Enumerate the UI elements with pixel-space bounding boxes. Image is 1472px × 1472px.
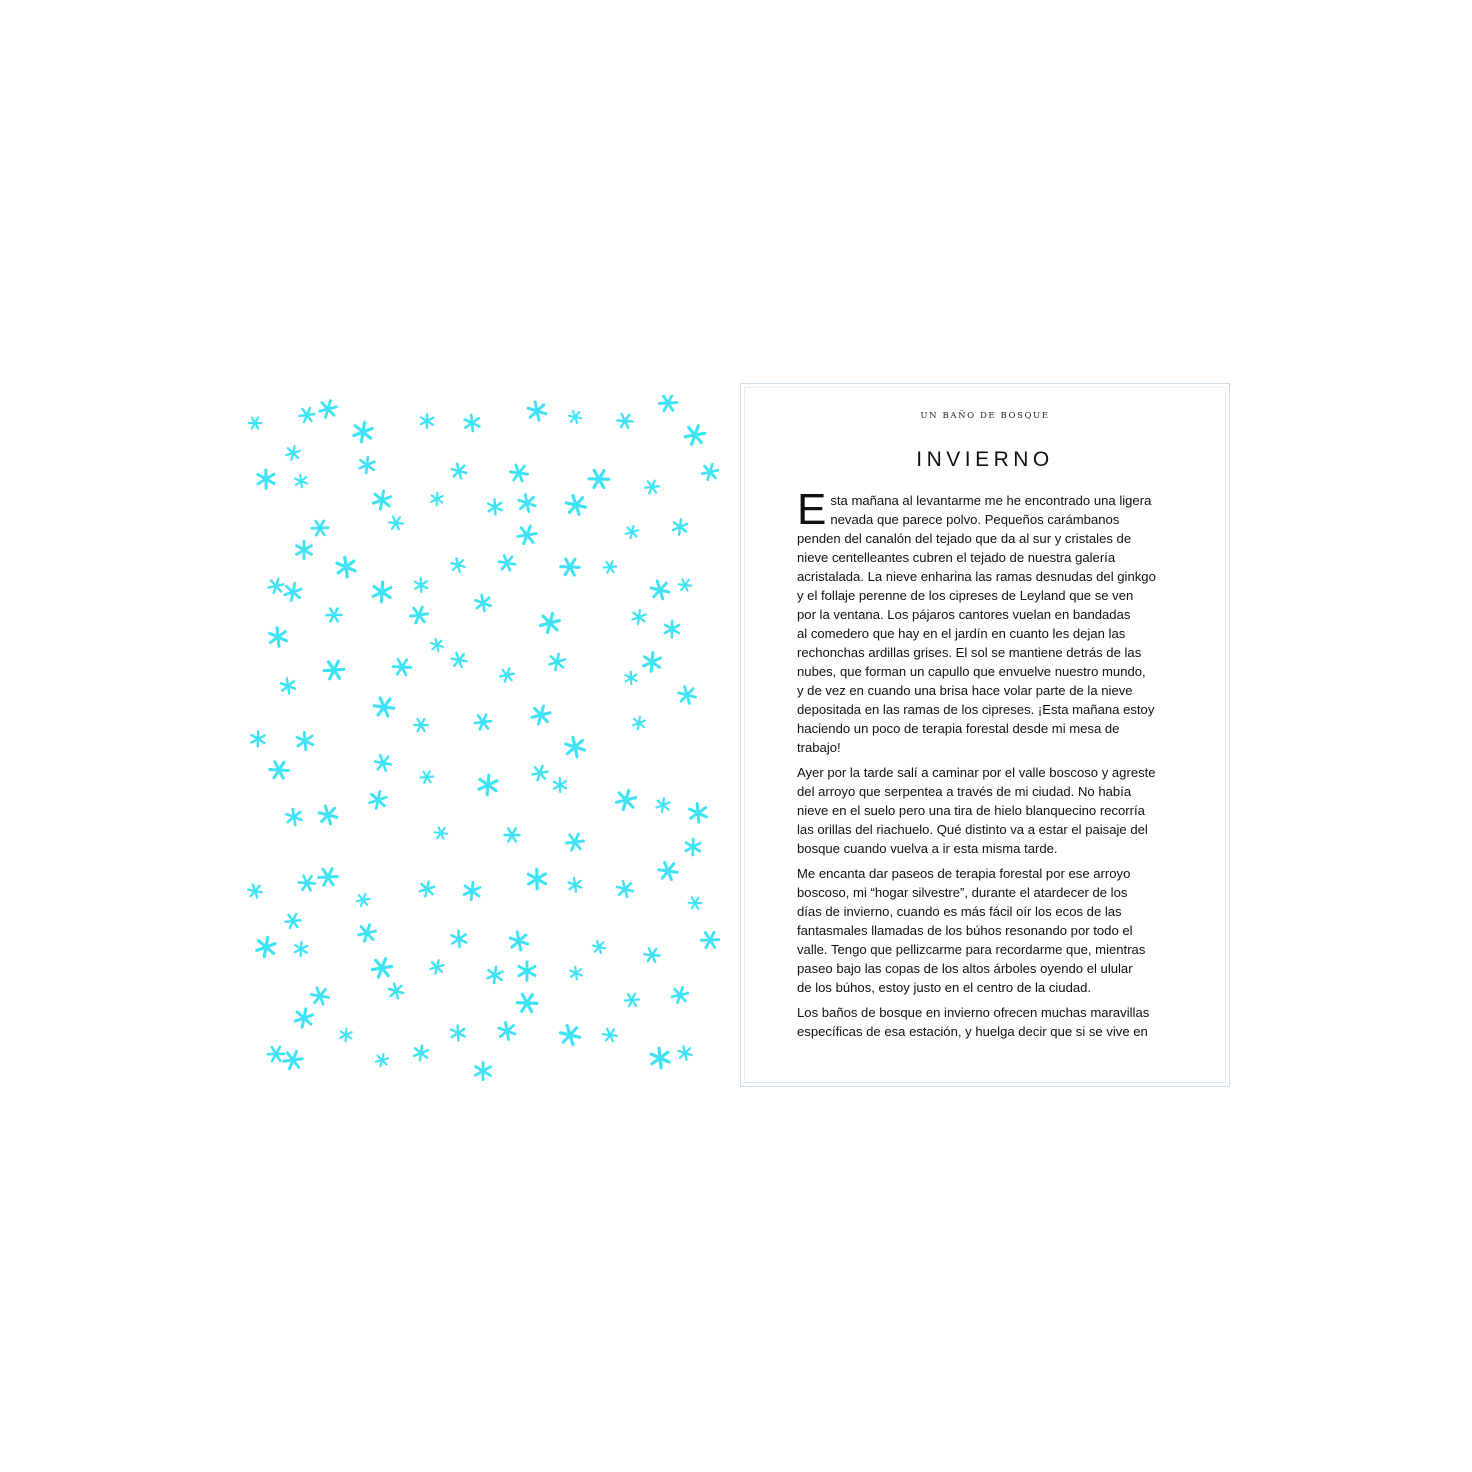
snowflake-icon bbox=[294, 731, 316, 752]
snowflake-icon bbox=[310, 517, 331, 538]
snowflake-icon bbox=[515, 959, 539, 982]
snowflake-icon bbox=[524, 867, 549, 891]
text-line: nieve centelleantes cubren el tejado de nuestra galería bbox=[797, 550, 1116, 565]
paragraph-1 bbox=[797, 485, 1179, 757]
snowflake-pattern-page bbox=[240, 395, 720, 1085]
text-line: Me encanta dar paseos de terapia forestal por ese arroyo bbox=[797, 866, 1131, 881]
text-line: del arroyo que serpentea a través de mi ciudad. No había bbox=[797, 784, 1132, 799]
snowflake-icon bbox=[249, 417, 262, 428]
text-line: trabajo! bbox=[797, 740, 841, 755]
snowflake-icon bbox=[316, 865, 340, 889]
snowflake-icon bbox=[408, 604, 431, 627]
snowflake-icon bbox=[369, 955, 395, 981]
snowflake-icon bbox=[367, 789, 390, 812]
snowflake-icon bbox=[504, 828, 519, 841]
snowflake-icon bbox=[546, 651, 567, 672]
snowflake-icon bbox=[393, 659, 411, 675]
snowflake-icon bbox=[429, 491, 446, 507]
snowflake-icon bbox=[325, 605, 344, 625]
snowflake-icon bbox=[517, 994, 537, 1012]
text-line: sta mañana al levantarme me he encontrado una ligera bbox=[830, 493, 1152, 508]
snowflake-icon bbox=[623, 991, 641, 1009]
snowflake-icon bbox=[253, 934, 279, 960]
snowflake-icon bbox=[428, 958, 446, 976]
snowflake-icon bbox=[613, 787, 639, 813]
snowflake-icon bbox=[682, 422, 708, 448]
snowflake-icon bbox=[461, 880, 484, 902]
text-line: y de vez en cuando una brisa hace volar parte de la nieve bbox=[797, 683, 1133, 698]
snowflake-icon bbox=[648, 1046, 673, 1070]
snowflake-icon bbox=[449, 929, 470, 949]
text-line: boscoso, mi “hogar silvestre”, durante el atardecer de los bbox=[797, 885, 1128, 900]
snowflake-icon bbox=[615, 880, 634, 898]
snowflake-icon bbox=[568, 410, 583, 423]
snowflake-icon bbox=[537, 610, 563, 636]
snowflake-icon bbox=[448, 1024, 467, 1042]
snowflake-icon bbox=[292, 1006, 316, 1030]
snowflake-icon bbox=[355, 892, 372, 909]
snowflake-icon bbox=[654, 796, 672, 814]
text-page bbox=[740, 383, 1230, 1087]
snowflake-icon bbox=[658, 862, 679, 880]
snowflake-icon bbox=[508, 930, 531, 951]
snowflake-icon bbox=[623, 670, 640, 686]
snowflake-icon bbox=[568, 965, 584, 980]
snowflake-icon bbox=[254, 467, 278, 490]
snowflake-icon bbox=[551, 776, 569, 793]
snowflake-icon bbox=[247, 884, 263, 899]
snowflake-icon bbox=[374, 1052, 391, 1069]
snowflake-icon bbox=[602, 559, 618, 576]
snowflake-icon bbox=[317, 805, 339, 825]
snowflake-icon bbox=[485, 498, 504, 516]
snowflake-icon bbox=[529, 703, 553, 727]
snowflake-icon bbox=[283, 911, 302, 931]
snowflake-icon bbox=[498, 555, 516, 571]
snowflake-icon bbox=[414, 719, 428, 731]
snowflake-icon bbox=[338, 1027, 355, 1043]
text-line: y el follaje perenne de los cipreses de Leyland que se ven bbox=[797, 588, 1134, 603]
snowflake-icon bbox=[321, 657, 346, 683]
text-line: nieve en el suelo pero una tira de hielo blanquecino recorría bbox=[797, 803, 1145, 818]
snowflake-icon bbox=[644, 948, 660, 962]
snowflake-icon bbox=[670, 517, 690, 537]
snowflake-icon bbox=[356, 455, 377, 476]
snowflake-icon bbox=[373, 697, 395, 716]
snowflake-icon bbox=[682, 837, 703, 858]
snowflake-icon bbox=[412, 576, 430, 593]
snowflake-icon bbox=[560, 559, 579, 576]
snowflake-icon bbox=[350, 419, 376, 445]
snowflake-icon bbox=[417, 879, 437, 899]
running-head: UN BAÑO DE BOSQUE bbox=[920, 411, 1050, 421]
text-line: paseo bajo las copas de los altos árboles oyendo el ulular bbox=[797, 961, 1133, 976]
snowflake-icon bbox=[248, 729, 268, 748]
snowflake-icon bbox=[284, 444, 302, 462]
snowflake-icon bbox=[640, 650, 664, 674]
snowflake-icon bbox=[450, 652, 467, 667]
snowflake-icon bbox=[699, 461, 720, 482]
body-text bbox=[797, 485, 1179, 1047]
snowflake-icon bbox=[515, 523, 539, 547]
text-line: días de invierno, cuando es más fácil oír los ecos de las bbox=[797, 904, 1122, 919]
snowflake-icon bbox=[566, 877, 583, 893]
snowflake-icon bbox=[589, 470, 609, 487]
snowflake-icon bbox=[631, 715, 648, 732]
text-line: depositada en las ramas de los cipreses. ¡Esta mañana estoy bbox=[797, 702, 1155, 717]
snowflake-icon bbox=[592, 940, 607, 954]
snowflake-icon bbox=[657, 395, 679, 414]
snowflake-icon bbox=[293, 473, 309, 488]
paragraph-3 bbox=[797, 864, 1179, 997]
snowflake-icon bbox=[643, 478, 661, 496]
snowflake-icon bbox=[434, 827, 448, 840]
snowflake-icon bbox=[602, 1028, 617, 1041]
snowflake-icon bbox=[484, 965, 505, 986]
snowflake-icon bbox=[310, 987, 330, 1005]
snowflake-icon bbox=[617, 414, 633, 428]
snowflake-icon bbox=[496, 1021, 517, 1041]
snowflake-icon bbox=[677, 686, 697, 705]
snowflake-icon bbox=[387, 983, 405, 1000]
text-line: acristalada. La nieve enharina las ramas desnudas del ginkgo bbox=[797, 569, 1156, 584]
snowflake-icon bbox=[419, 769, 435, 786]
snowflake-icon bbox=[498, 666, 516, 684]
snowflake-icon bbox=[473, 711, 494, 732]
snowflake-icon bbox=[370, 488, 394, 512]
text-line: Los baños de bosque en invierno ofrecen muchas maravillas bbox=[797, 1005, 1150, 1020]
snowflake-icon bbox=[411, 1043, 431, 1063]
snowflake-icon bbox=[563, 736, 587, 758]
snowflake-icon bbox=[297, 405, 317, 425]
snowflake-icon bbox=[418, 412, 436, 430]
snowflake-icon bbox=[462, 413, 483, 433]
chapter-title: INVIERNO bbox=[916, 448, 1054, 471]
text-line: rechonchas ardillas grises. El sol se mantiene detrás de las bbox=[797, 645, 1142, 660]
paragraph-2 bbox=[797, 763, 1179, 858]
snowflake-icon bbox=[281, 1048, 305, 1072]
snowflake-icon bbox=[689, 897, 702, 908]
snowflake-icon bbox=[374, 755, 392, 772]
snowflake-icon bbox=[686, 802, 710, 824]
text-line: de los búhos, estoy justo en el centro de la ciudad. bbox=[797, 980, 1092, 995]
text-line: al comedero que hay en el jardín en cuanto les dejan las bbox=[797, 626, 1126, 641]
snowflake-icon bbox=[624, 524, 641, 541]
snowflake-icon bbox=[473, 594, 493, 613]
snowflake-icon bbox=[699, 929, 720, 952]
snowflake-icon bbox=[282, 581, 305, 604]
snowflake-icon bbox=[669, 984, 690, 1005]
snowflake-icon bbox=[389, 516, 404, 529]
text-line: específicas de esa estación, y huelga decir que si se vive en bbox=[797, 1024, 1148, 1039]
snowflake-icon bbox=[292, 940, 310, 958]
text-line: nevada que parece polvo. Pequeños carámbanos bbox=[830, 512, 1120, 527]
snowflake-icon bbox=[369, 579, 395, 604]
snowflake-pattern bbox=[240, 395, 720, 1085]
snowflake-icon bbox=[516, 493, 537, 513]
snowflake-icon bbox=[429, 638, 444, 652]
snowflake-icon bbox=[530, 763, 550, 783]
snowflake-icon bbox=[298, 875, 315, 890]
snowflake-icon bbox=[293, 539, 316, 561]
text-line: las orillas del riachuelo. Qué distinto va a estar el paisaje del bbox=[797, 822, 1148, 837]
text-line: Ayer por la tarde salí a caminar por el valle boscoso y agreste bbox=[797, 765, 1156, 780]
snowflake-icon bbox=[266, 576, 286, 596]
paragraph-4 bbox=[797, 1003, 1179, 1041]
snowflake-icon bbox=[509, 464, 528, 481]
snowflake-icon bbox=[279, 677, 298, 695]
snowflake-icon bbox=[559, 1024, 582, 1045]
snowflake-icon bbox=[334, 555, 359, 578]
text-line: haciendo un poco de terapia forestal desde mi mesa de bbox=[797, 721, 1120, 736]
text-line: valle. Tengo que pellizcarme para recordarme que, mientras bbox=[797, 942, 1146, 957]
snowflake-icon bbox=[284, 808, 304, 827]
snowflake-icon bbox=[677, 1045, 694, 1061]
snowflake-icon bbox=[661, 619, 682, 639]
snowflake-icon bbox=[266, 626, 289, 648]
text-line: nubes, que forman un capullo que envuelve nuestro mundo, bbox=[797, 664, 1146, 679]
text-line: bosque cuando vuelva a ir esta misma tarde. bbox=[797, 841, 1058, 856]
snowflake-icon bbox=[565, 495, 588, 516]
snowflake-icon bbox=[450, 557, 467, 572]
snowflake-icon bbox=[564, 831, 586, 854]
snowflake-icon bbox=[649, 580, 671, 600]
snowflake-icon bbox=[317, 398, 340, 421]
text-line: fantasmales llamadas de los búhos resonando por todo el bbox=[797, 923, 1133, 938]
snowflake-icon bbox=[630, 608, 648, 626]
snowflake-icon bbox=[450, 463, 468, 480]
drop-cap: E bbox=[797, 485, 827, 534]
snowflake-icon bbox=[526, 401, 549, 422]
snowflake-icon bbox=[678, 579, 692, 591]
text-line: penden del canalón del tejado que da al sur y cristales de bbox=[797, 531, 1132, 546]
snowflake-icon bbox=[356, 922, 379, 945]
text-line: por la ventana. Los pájaros cantores vuelan en bandadas bbox=[797, 607, 1131, 622]
snowflake-icon bbox=[472, 1060, 495, 1082]
snowflake-icon bbox=[269, 762, 288, 779]
snowflake-icon bbox=[475, 772, 501, 797]
